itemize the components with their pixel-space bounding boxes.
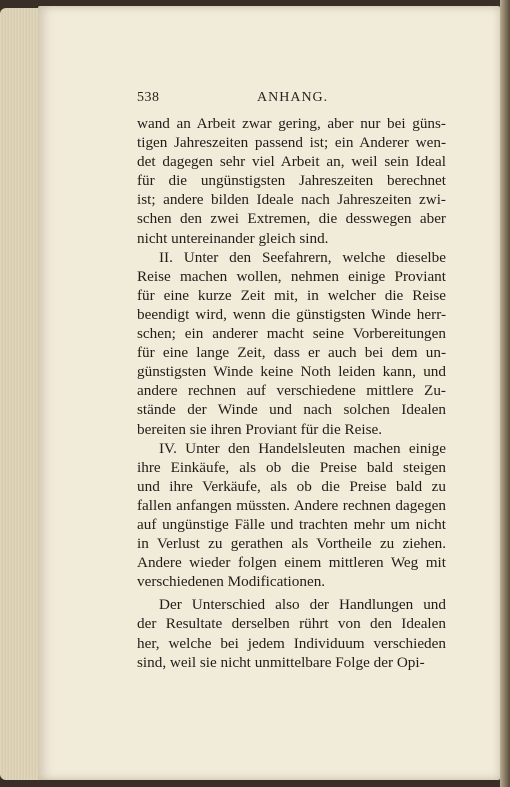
text-line: fallen anfangen müssten. Andere rechnen dagegen [137,496,446,514]
text-line: für eine kurze Zeit mit, in welcher die Reise [137,286,446,304]
text-line: wand an Arbeit zwar gering, aber nur bei güns- [137,115,446,132]
text-line: und ihre Verkäufe, als ob die Preise bald zu [137,477,446,495]
paragraph [137,439,446,592]
text-line: II. Unter den Seefahrern, welche dieselbe [159,248,446,266]
text-line: schen; ein anderer macht seine Vorbereitungen [137,325,446,343]
text-line: sind, weil sie nicht unmittelbare Folge der Opi- [137,653,425,671]
text-line: nicht untereinander gleich sind. [137,229,329,247]
text-line: beendigt wird, wenn die günstigsten Winde herr- [137,305,446,323]
text-line: IV. Unter den Handelsleuten machen einige [159,439,446,457]
text-line: der Resultate derselben rührt von den Idealen [137,615,446,633]
text-line: andere rechnen auf verschiedene mittlere Zu- [137,382,446,400]
text-line: auf ungünstige Fälle und trachten mehr um nicht [137,515,446,533]
text-line: ihre Einkäufe, als ob die Preise bald steigen [137,458,446,476]
text-line: für eine lange Zeit, dass er auch bei dem un- [137,344,446,362]
text-line: bereiten sie ihren Proviant für die Reise. [137,420,383,438]
text-line: schen den zwei Extremen, die desswegen aber [137,210,446,228]
text-line: günstigsten Winde keine Noth leiden kann, und [137,363,446,381]
paragraph [137,595,446,671]
text-line: tigen Jahreszeiten passend ist; ein Anderer wen- [137,134,446,152]
paragraph [137,248,446,439]
text-line: her, welche bei jedem Individuum verschieden [137,634,446,652]
text-line: Andere wieder folgen einem mittleren Weg mit [137,554,446,572]
running-title: ANHANG. [257,90,329,105]
paragraph [137,114,446,248]
text-line: in Verlust zu gerathen als Vortheile zu ziehen. [137,535,446,553]
text-line: Der Unterschied also der Handlungen und [159,596,446,614]
text-line: stände der Winde und nach solchen Idealen [137,401,446,419]
text-line: für die ungünstigsten Jahreszeiten berechnet [137,172,446,190]
body-text [137,114,446,672]
page-number: 538 [137,90,160,105]
text-line: Reise machen wollen, nehmen einige Proviant [137,267,446,285]
text-line: ist; andere bilden Ideale nach Jahreszeiten zwi- [137,191,446,209]
book-gutter [500,0,510,787]
text-line: verschiedenen Modificationen. [137,573,326,591]
text-line: det dagegen sehr viel Arbeit an, weil sein Ideal [137,153,446,171]
